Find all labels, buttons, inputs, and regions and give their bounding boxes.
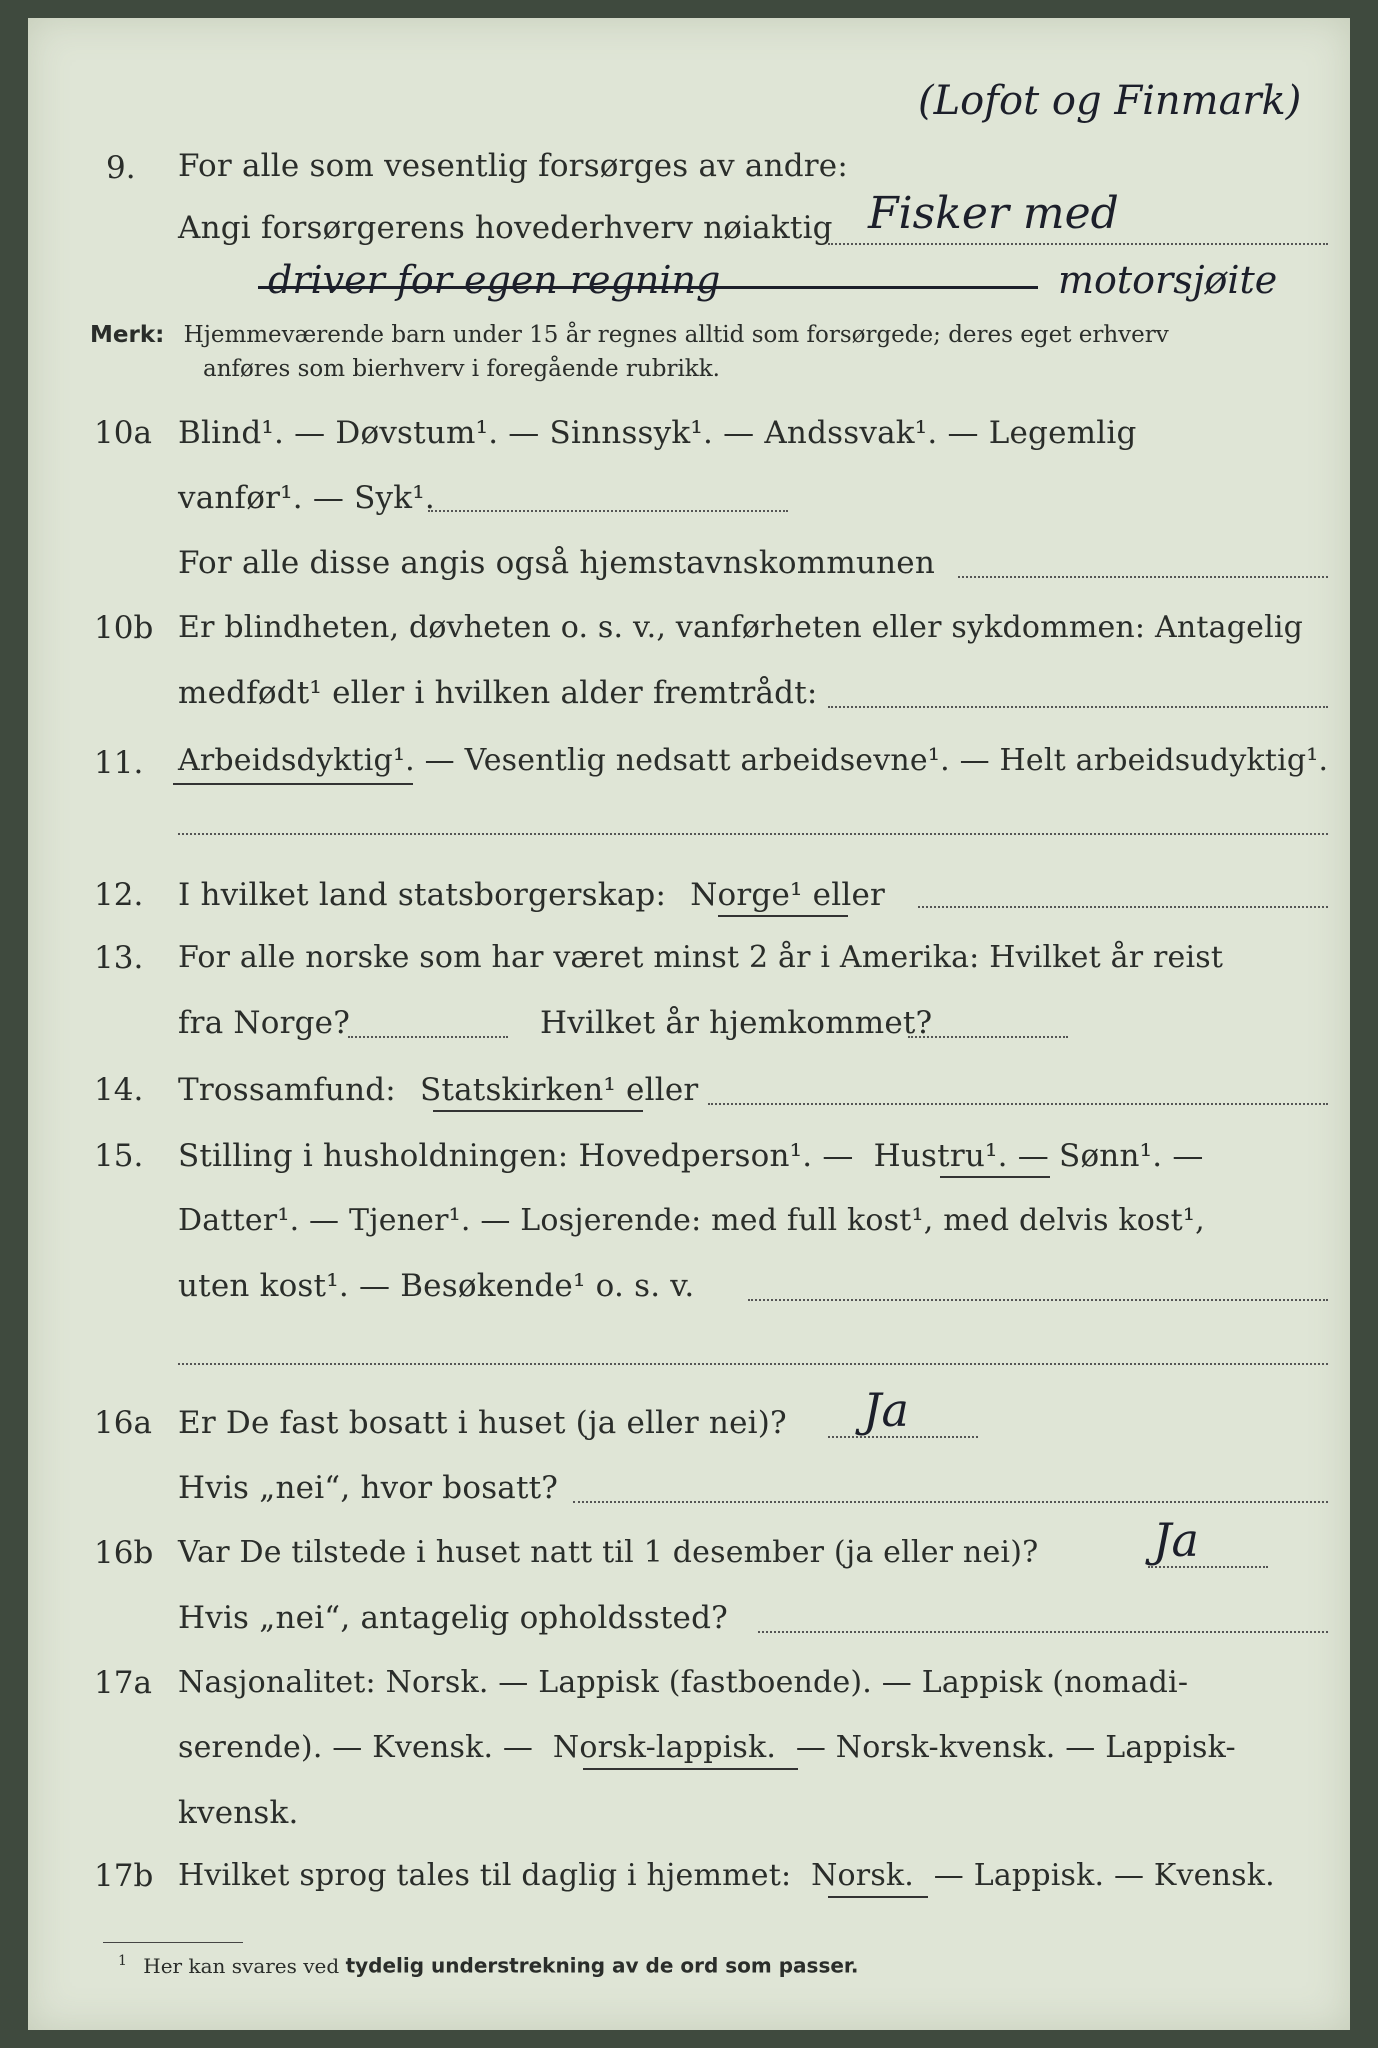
merk-line1: Hjemmeværende barn under 15 år regnes alltid som forsørgede; deres eget erhverv	[183, 322, 1169, 348]
q12-number: 12.	[94, 877, 144, 913]
q9-handwritten-answer: Fisker med	[868, 188, 1119, 239]
q10a-line2: vanfør¹. — Syk¹.	[178, 480, 435, 516]
q16a-dotted-line-2	[573, 1501, 1328, 1503]
corner-handwritten-note: (Lofot og Finmark)	[918, 78, 1302, 124]
q10a-line1: Blind¹. — Døvstum¹. — Sinnssyk¹. — Andssvak¹. — Legemlig	[178, 415, 1137, 451]
q14-underline	[433, 1110, 643, 1112]
q17a-line2	[178, 1728, 1236, 1768]
q16a-number: 16a	[94, 1405, 152, 1441]
q12-pre: I hvilket land statsborgerskap:	[178, 877, 667, 913]
q12-dotted-line	[918, 906, 1328, 908]
q13-line1: For alle norske som har været minst 2 år i Amerika: Hvilket år reist	[178, 940, 1224, 975]
q16b-line2: Hvis „nei“, antagelig opholdssted?	[178, 1600, 728, 1636]
q16a-line1: Er De fast bosatt i huset (ja eller nei)?	[178, 1405, 787, 1441]
q17a-underline	[583, 1768, 798, 1770]
q9-strike-line	[258, 286, 1038, 289]
q17a-number: 17a	[94, 1665, 152, 1701]
q12-line	[178, 875, 885, 915]
q12-word-norge: Norge	[690, 877, 790, 913]
q15-dotted-line	[748, 1299, 1328, 1301]
q16b-dotted-line-2	[758, 1631, 1328, 1633]
q10b-dotted-line	[828, 706, 1328, 708]
q14-post: ¹ eller	[603, 1072, 699, 1108]
q16b-line1: Var De tilstede i huset natt til 1 desember (ja eller nei)?	[178, 1535, 1039, 1570]
q17a-line3: kvensk.	[178, 1795, 299, 1831]
q14-pre: Trossamfund:	[178, 1072, 396, 1108]
q15-line1	[178, 1136, 1204, 1176]
q15-line3: uten kost¹. — Besøkende¹ o. s. v.	[178, 1268, 695, 1304]
q15-word-hustru: Hustru	[873, 1138, 986, 1174]
q10a-dotted-line	[428, 510, 788, 512]
q16a-line2: Hvis „nei“, hvor bosatt?	[178, 1470, 559, 1506]
q17b-word-norsk: Norsk.	[811, 1858, 915, 1893]
q17a-word-norsk-lappisk: Norsk-lappisk.	[552, 1730, 777, 1765]
q13-dotted-line-2	[908, 1036, 1068, 1038]
q17b-line	[178, 1856, 1275, 1896]
q9-struck-text: driver for egen regning	[268, 258, 721, 302]
q10a-dotted-line-2	[958, 576, 1328, 578]
footnote-pre: Her kan svares ved	[143, 1953, 340, 1978]
q14-word-statskirken: Statskirken	[420, 1072, 604, 1108]
q17b-number: 17b	[94, 1858, 154, 1894]
q15-underline	[940, 1176, 1050, 1178]
q14-dotted-line	[708, 1103, 1328, 1105]
q12-post: ¹ eller	[790, 877, 886, 913]
q10a-number: 10a	[94, 415, 152, 451]
merk-note	[90, 320, 1169, 350]
q16a-handwritten-answer: Ja	[863, 1383, 909, 1437]
q10b-number: 10b	[94, 610, 154, 646]
q14-number: 14.	[94, 1072, 144, 1108]
q11-underline	[173, 783, 413, 785]
q10b-line2: medfødt¹ eller i hvilken alder fremtrådt:	[178, 675, 818, 711]
q15-line2: Datter¹. — Tjener¹. — Losjerende: med full kost¹, med delvis kost¹,	[178, 1203, 1205, 1238]
census-form-page	[28, 18, 1350, 2030]
q17b-pre: Hvilket sprog tales til daglig i hjemmet:	[178, 1858, 792, 1893]
merk-label: Merk:	[90, 322, 165, 348]
q15-line1a: Stilling i husholdningen: Hovedperson¹. —	[178, 1138, 854, 1174]
q17a-line1: Nasjonalitet: Norsk. — Lappisk (fastboende). — Lappisk (nomadi-	[178, 1665, 1189, 1700]
q9-number: 9.	[106, 150, 136, 186]
footnote-mark: 1	[118, 1953, 127, 1969]
q9-handwritten-answer-2: motorsjøite	[1058, 258, 1278, 302]
merk-line2: anføres som bierhverv i foregående rubrikk.	[203, 356, 720, 382]
q11-word-arbeidsdyktig: Arbeidsdyktig	[178, 743, 393, 778]
q13-line2b: Hvilket år hjemkommet?	[540, 1005, 933, 1041]
q15-number: 15.	[94, 1138, 144, 1174]
footnote-bold: tydelig understrekning av de ord som passer.	[345, 1953, 859, 1978]
q13-line2a: fra Norge?	[178, 1005, 351, 1041]
q17a-line2a: serende). — Kvensk. —	[178, 1730, 534, 1765]
q9-line1: For alle som vesentlig forsørges av andre:	[178, 148, 848, 184]
q16b-dotted-line	[1148, 1566, 1268, 1568]
q14-line	[178, 1070, 698, 1110]
q9-dotted-line	[828, 243, 1328, 245]
q16a-dotted-line	[828, 1436, 978, 1438]
footnote	[118, 1953, 859, 1978]
q11-line	[178, 741, 1328, 781]
q11-dotted-line	[178, 833, 1328, 835]
q11-number: 11.	[94, 745, 144, 781]
q10a-line3: For alle disse angis også hjemstavnskommunen	[178, 545, 935, 581]
q16b-number: 16b	[94, 1535, 154, 1571]
q17b-underline	[828, 1896, 928, 1898]
q17a-line2c: — Norsk-kvensk. — Lappisk-	[795, 1730, 1236, 1765]
q9-line2: Angi forsørgerens hovederhverv nøiaktig	[178, 210, 833, 246]
q10b-line1: Er blindheten, døvheten o. s. v., vanførheten eller sykdommen: Antagelig	[178, 610, 1304, 645]
q12-underline	[718, 915, 848, 917]
q13-number: 13.	[94, 940, 144, 976]
q11-rest: ¹. — Vesentlig nedsatt arbeidsevne¹. — Helt arbeidsudyktig¹.	[392, 743, 1329, 778]
q15-dotted-line-2	[178, 1363, 1328, 1365]
q16b-handwritten-answer: Ja	[1153, 1513, 1199, 1567]
q17b-post: — Lappisk. — Kvensk.	[933, 1858, 1275, 1893]
q13-dotted-line	[348, 1036, 508, 1038]
q15-line1c: ¹. — Sønn¹. —	[985, 1138, 1204, 1174]
footnote-divider	[103, 1942, 243, 1943]
